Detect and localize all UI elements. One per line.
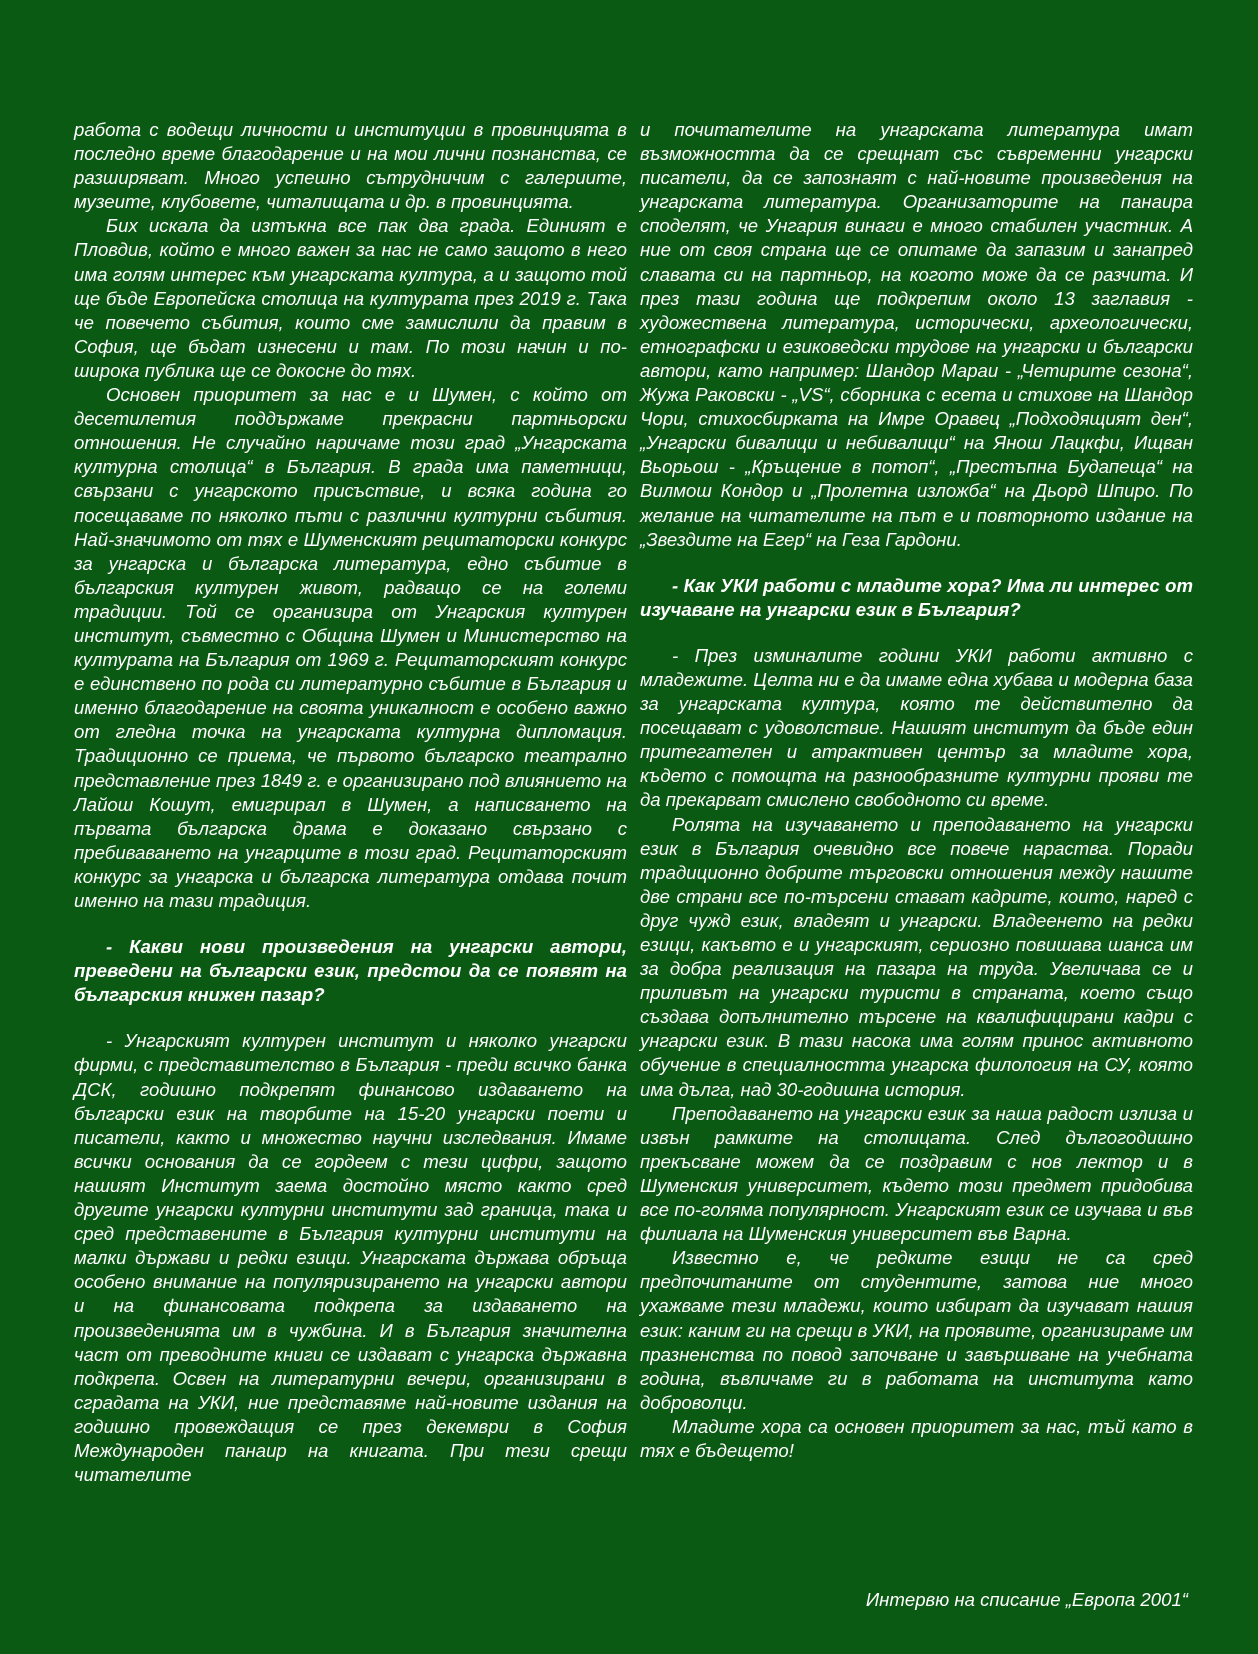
interview-question: - Как УКИ работи с младите хора? Има ли интерес от изучаване на унгарски език в България? [640, 574, 1193, 620]
paragraph: Младите хора са основен приоритет за нас, тъй като в тях е бъдещето! [640, 1415, 1193, 1461]
right-column [640, 118, 1193, 1463]
paragraph: Известно е, че редките езици не са сред предпочитаните от студентите, затова ние много ухажваме тези младежи, които избират да изучават нашия език: каним ги на срещи в УКИ, на проявите, организираме им празненства по повод започване и завършване на учебната година, въвличаме ги в работата на института като доброволци. [640, 1247, 1193, 1413]
paragraph: Ролята на изучаването и преподаването на унгарски език в България очевидно все повече нараства. Поради традиционно добрите търговски отношения между нашите две страни все по-търсени стават кадрите, които, наред с друг чужд език, владеят и унгарски. Владеенето на редки езици, какъвто е и унгарският, сериозно повишава шанса им за добра реализация на пазара на труда. Увеличава се и приливът на унгарски туристи в страната, което също създава допълнително търсене на квалифицирани кадри с унгарски език. В тази насока има голям принос активното обучение в специалността унгарска филология на СУ, която има дълга, над 30-годишна история. [640, 813, 1193, 1100]
left-column [74, 118, 627, 1487]
interview-question: - Какви нови произведения на унгарски автори, преведени на български език, предстои да се появят на българския книжен пазар? [74, 936, 627, 1006]
paragraph: работа с водещи личности и институции в провинцията в последно време благодарение и на мои лични познанства, се разширяват. Много успешно сътрудничим с галериите, музеите, клубовете, читалищата и др. в провинцията. [74, 119, 627, 213]
paragraph: - Унгарският културен институт и няколко унгарски фирми, с представителство в България - преди всичко банка ДСК, годишно подкрепят финансово издаването на български език на творбите на 15-20 унгарски поети и писатели, както и множество научни изследвания. Имаме всички основания да се гордеем с тези цифри, защото нашият Институт заема достойно място както сред другите унгарски културни институти зад граница, така и сред представените в България културни институти на малки държави и редки езици. Унгарската държава обръща особено внимание на популяризирането на унгарски автори и на финансовата подкрепа за издаването на произведенията им в чужбина. И в България значителна част от преводните книги се издават с унгарска държавна подкрепа. Освен на литературни вечери, организирани в сградата на УКИ, ние представяме най-новите издания на годишно провеждащия се през декември в София Международен панаир на книгата. При тези срещи читателите [74, 1030, 627, 1486]
paragraph: Основен приоритет за нас е и Шумен, с който от десетилетия поддържаме прекрасни партньорски отношения. Не случайно наричаме този град „Унгарската културна столица“ в България. В града има паметници, свързани с унгарското присъствие, и всяка година го посещаваме по няколко пъти с различни културни събития. Най-значимото от тях е Шуменският рецитаторски конкурс за унгарска и българска литература, едно събитие в българския културен живот, радващо се на големи традиции. Той се организира от Унгарския културен институт, съвместно с Община Шумен и Министерство на културата на България от 1969 г. Рецитаторският конкурс е единствено по рода си литературно събитие в България и именно благодарение на своята уникалност е особено важно от гледна точка на унгарската културна дипломация. Традиционно се приема, че първото българско театрално представление през 1849 г. е организирано под влиянието на Лайош Кошут, емигрирал в Шумен, а написването на първата българска драма е доказано свързано с пребиваването на унгарците в този град. Рецитаторският конкурс за унгарска и българска литература отдава почит именно на тази традиция. [74, 384, 627, 911]
interview-source: Интервю на списание „Европа 2001“ [865, 1589, 1188, 1610]
paragraph: Бих искала да изтъкна все пак два града. Единият е Пловдив, който е много важен за нас не само защото в него има голям интерес към унгарската култура, а и защото той ще бъде Европейска столица на културата през 2019 г. Така че повечето събития, които сме замислили да правим в София, ще бъдат изнесени и там. По този начин и по-широка публика ще се докосне до тях. [74, 215, 627, 381]
paragraph: - През изминалите години УКИ работи активно с младежите. Целта ни е да имаме една хубава и модерна база за унгарската култура, която те действително да посещават с удоволствие. Нашият институт да бъде един притегателен и атрактивен център за младите хора, където с помощта на разнообразните културни прояви те да прекарват смислено свободното си време. [640, 644, 1193, 811]
paragraph: Преподаването на унгарски език за наша радост излиза и извън рамките на столицата. След дългогодишно прекъсване можем да се поздравим с нов лектор и в Шуменския университет, където този предмет придобива все по-голяма популярност. Унгарският език се изучава и във филиала на Шуменския университет във Варна. [640, 1102, 1193, 1245]
paragraph: и почитателите на унгарската литература имат възможността да се срещнат със съвременни унгарски писатели, да се запознаят с най-новите произведения на унгарската литература. Организаторите на панаира споделят, че Унгария винаги е много стабилен участник. А ние от своя страна ще се опитаме да запазим и занапред славата си на партньор, на когото може да се разчита. И през тази година ще подкрепим около 13 заглавия - художествена литература, исторически, археологически, етнографски и езиковедски трудове на унгарски и български автори, като например: Шандор Мараи - „Четирите сезона“, Жужа Раковски - „VS“, сборника с есета и стихове на Шандор Чори, стихосбирката на Имре Оравец „Подходящият ден“, „Унгарски бивалици и небивалици“ на Янош Лацкфи, Ищван Вьорьош - „Кръщение в потоп“, „Престъпна Будапеща“ на Вилмош Кондор и „Пролетна изложба“ на Дьорд Шпиро. По желание на читателите на път е и повторното издание на „Звездите на Егер“ на Геза Гардони. [640, 119, 1193, 550]
